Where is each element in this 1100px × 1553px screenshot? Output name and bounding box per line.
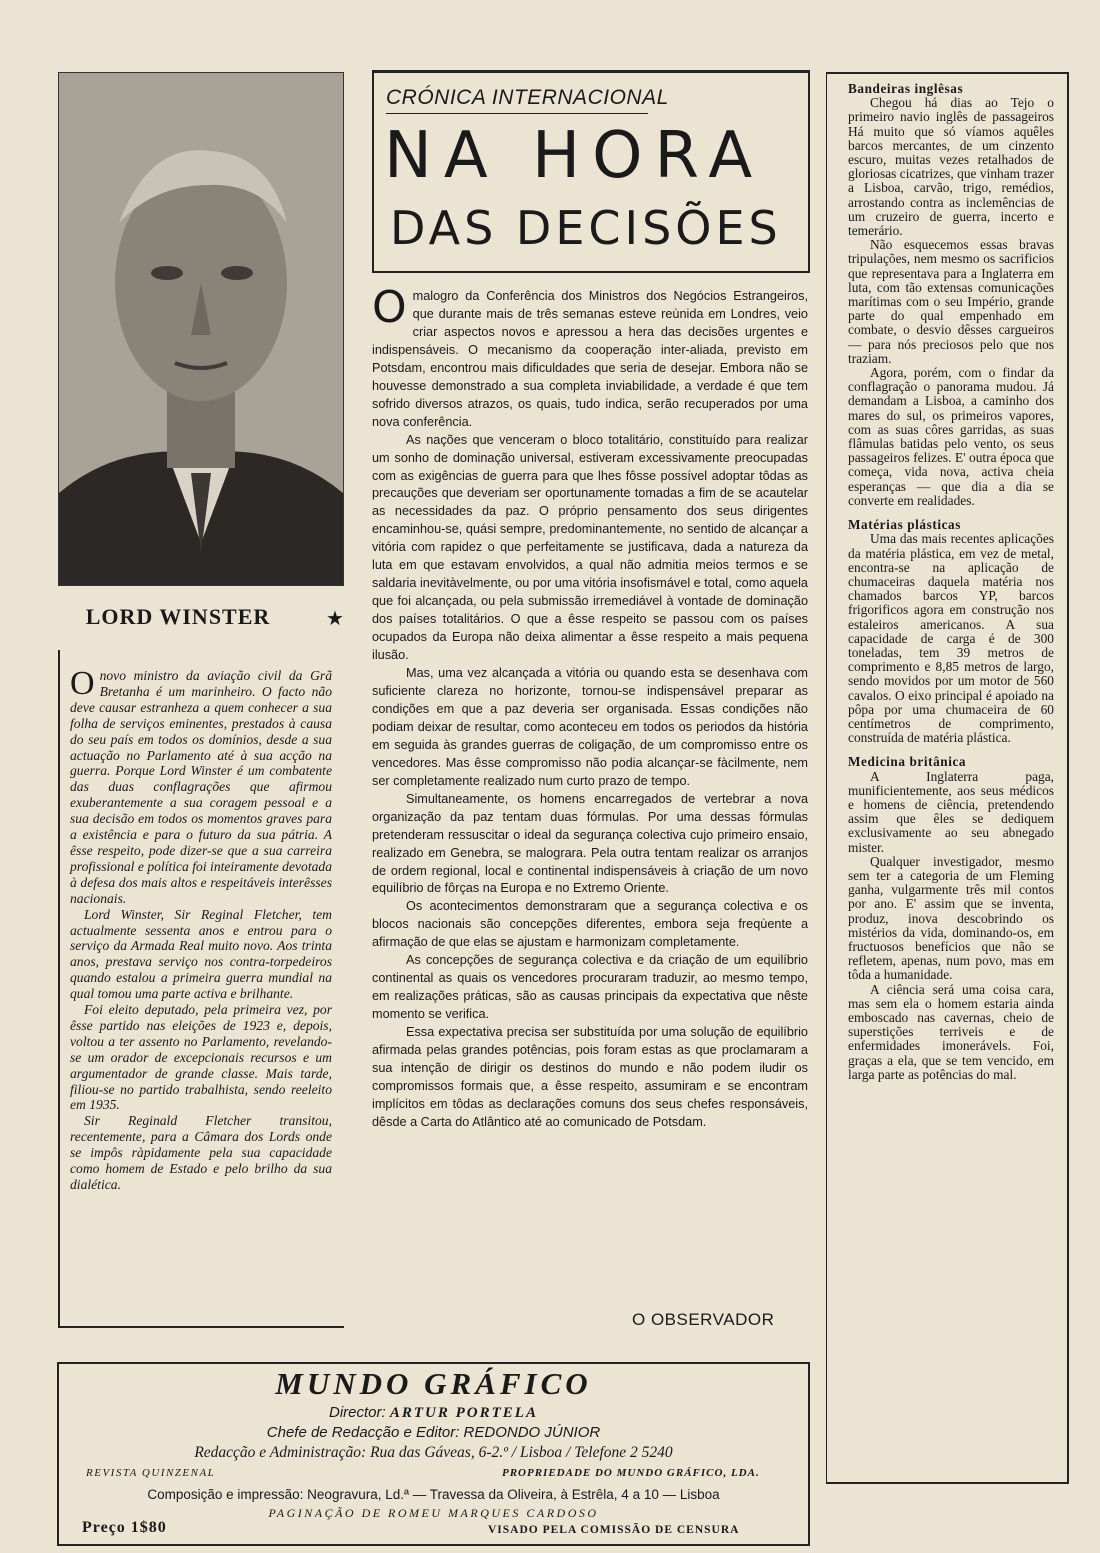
star-icon: ★: [326, 608, 344, 630]
sidebar-paragraph: Uma das mais recentes aplicações da matéria plástica, em vez de metal, encontra-se na aplicação de chumaceiras daquela matéria nos chamados barcos YP, barcos frigorificos agora em construção nos estaleiros americanos. A sua capacidade de carga é de 300 toneladas, tem 39 metros de comprimento e 8,85 metros de largo, sendo movidos por um motor de 560 cavalos. O eixo principal é apoiado na pôpa por uma chumaceira de 60 centímetros de comprimento, construída de matéria plástica.: [848, 531, 1054, 746]
layout-credit: PAGINAÇÃO DE ROMEU MARQUES CARDOSO: [268, 1506, 599, 1520]
price-label: Preço 1$80: [82, 1519, 167, 1536]
article-paragraph: Omalogro da Conferência dos Ministros dos Negócios Estrangeiros, que durante mais de três semanas esteve reùnida em Londres, veio criar aspectos novos e apressou a hera das decisões urgentes e indispensáveis. O mecanismo da cooperação inter-aliada, previsto em Potsdam, encontrou mais dificuldades que seria de desejar. Embora não se houvesse demonstrado a sua completa inviabilidade, a verdade é que tem sofrido diversos atrazos, os quais, tudo indica, serão recuperados por uma nova conferência.: [372, 282, 808, 429]
portrait-caption: LORD WINSTER: [85, 604, 271, 629]
sidebar-paragraph: Não esquecemos essas bravas tripulações, nem mesmo os sacrificios que representava para a Inglaterra em luta, com tão extensas comunicações marítimas com o seu Império, grande parte do qual empenhado em combate, o desvio dêsses cargueiros — para nós preciosos pelo que nos traziam.: [848, 237, 1054, 366]
masthead-title: MUNDO GRÁFICO: [275, 1366, 592, 1401]
bio-paragraph: Sir Reginald Fletcher transitou, recentemente, para a Câmara dos Lords onde se impôs ràpidamente pela sua capacidade como homem de Estado e pelo brilho da sua dialética.: [70, 1113, 332, 1192]
sidebar-paragraph: A Inglaterra paga, munificientemente, aos seus médicos e homens de ciência, pretendendo assim que êles se dediquem exclusivamente ao seu abnegado mister.: [848, 768, 1054, 855]
kicker-rule: [386, 113, 648, 114]
director-line: [57, 1404, 810, 1422]
printer-line: Composição e impressão: Neogravura, Ld.ª — Travessa da Oliveira, à Estrêla, 4 a 10 — Lisboa: [147, 1487, 720, 1502]
sidebar-heading: Medicina britânica: [848, 754, 967, 770]
director-label: Director:: [329, 1404, 386, 1421]
portrait-photo: [58, 72, 344, 586]
bio-paragraph: Lord Winster, Sir Reginal Fletcher, tem actualmente sessenta anos e entrou para o serviço da Armada Real muito novo. Aos trinta anos, prestava serviço nos contra-torpedeiros quando estalou a primeira guerra mundial na qual tomou uma parte activa e brilhante.: [70, 906, 332, 1002]
censorship-stamp: VISADO PELA COMISSÃO DE CENSURA: [488, 1524, 740, 1536]
article-dropcap: O: [372, 282, 407, 333]
article-paragraph: Mas, uma vez alcançada a vitória ou quando esta se desenhava com suficiente clareza no horizonte, tornou-se indispensável preparar as condições em que a paz deveria ser organisada. Essas condições não podiam deixar de resultar, como aconteceu em todos os periodos da história em seguida às grandes guerras de coligação, de um compromisso entre os vencedores. Mas êsse compromisso não podia alcançar-se fàcilmente, nem ser completamente realizado num curto prazo de tempo.: [372, 666, 808, 788]
sidebar-paragraph: Agora, porém, com o findar da conflagração o panorama mudou. Já demandam a Lisboa, a caminho dos mares do sul, os primeiros vapores, com as suas côres garridas, as suas flâmulas batidas pelo vento, os seus passageiros felizes. E' outra época que começa, vida nova, activa cheia esperanças — que dia a dia se converte em realidades.: [848, 365, 1054, 508]
bio-paragraph: Onovo ministro da aviação civil da Grã Bretanha é um marinheiro. O facto não deve causar estranheza a quem conhecer a sua folha de serviços eminentes, prestados à causa do seu país em todos os domínios, desde a sua actuação no Parlamento até à sua acção na guerra. Porque Lord Winster é um combatente das duas conflagrações que afirmou exuberantemente a sua coragem pessoal e a sua decisão em todos os momentos graves para a existência e para o futuro da sua pátria. A êsse respeito, pode dizer-se que a sua carreira profissional e política foi inteiramente devotada à defesa dos mais altos e respeitáveis interêsses nacionais.: [70, 665, 332, 906]
bio-dropcap: O: [70, 665, 95, 702]
bio-text: [70, 665, 332, 1193]
article-paragraph: Os acontecimentos demonstraram que a segurança colectiva e os blocos nacionais são concepções diferentes, embora seja freqùente a afirmação de que elas se ajustam e harmonizam completamente.: [372, 899, 808, 950]
article-signature: O OBSERVADOR: [632, 1310, 775, 1329]
section-kicker: CRÓNICA INTERNACIONAL: [386, 86, 669, 109]
headline-line-2: DAS DECISÕES: [390, 201, 782, 255]
sidebar-paragraph: Chegou há dias ao Tejo o primeiro navio inglês de passageiros Há muito que só víamos aquêles barcos mercantes, de um cinzento escuro, muitas vezes retalhados de gloriosas cicatrizes, que vinham trazer a Lisboa, carvão, trigo, remédios, arrostando contra as inclemências de um cruzeiro de guerra, incerto e temerário.: [848, 95, 1054, 239]
address-line: Redacção e Administração: Rua das Gáveas, 6-2.º / Lisboa / Telefone 2 5240: [194, 1444, 673, 1461]
article-paragraph: Essa expectativa precisa ser substituída por uma solução de equilíbrio afirmada pelas grandes potências, pois foram estas as que proclamaram a sua intenção de dirigir os destinos do mundo e não podem iludir os compromissos formais que, a êsse respeito, assumiram e se encontram implícitos em tôdas as declarações comuns dos seus chefes responsáveis, dêsde a Carta do Atlântico até ao comunicado de Potsdam.: [372, 1025, 808, 1129]
headline-line-1: NA HORA: [384, 119, 765, 193]
portrait-illustration: [59, 73, 343, 585]
bio-paragraph: Foi eleito deputado, pela primeira vez, por êsse partido nas eleições de 1923 e, depois, voltou a ter assento no Parlamento, revelando-se um orador de excepcionais recursos e um argumentador de grande classe. Mais tarde, filiou-se no partido trabalhista, sendo reeleito em 1935.: [70, 1002, 332, 1113]
article-paragraph: As concepções de segurança colectiva e da criação de um equilíbrio continental as quais os vencedores procuraram traduzir, ao mesmo tempo, em realizações práticas, são as causas principais da expectativa que nêste momento se verifica.: [372, 953, 808, 1022]
sidebar-notes: [848, 82, 1054, 1082]
editor-line: Chefe de Redacção e Editor: REDONDO JÚNIOR: [266, 1424, 601, 1441]
director-name: ARTUR PORTELA: [389, 1405, 538, 1421]
sidebar-paragraph: A ciência será uma coisa cara, mas sem ela o homem estaria ainda emboscado nas cavernas, cheio de superstições terriveis e de enfermidades imonerávels. Foi, graças a ela, que se tem vencido, em larga parte as potências do mal.: [848, 981, 1054, 1082]
article-paragraph: As nações que venceram o bloco totalitário, constituído para realizar um sonho de dominação universal, estiveram excessivamente preocupadas com as exigências de guerra para que lhes fôsse possível adoptar tôdas as precauções que deveriam ser oportunamente tomadas a fim de se acautelar as necessidades da paz. O próprio pensamento dos seus dirigentes encaminhou-se, quási sempre, predominantemente, no sentido de alcançar a vitória com rapidez o que perfeitamente se justificava, dada a natureza da luta em que estavam envolvidos, a qual não admitia meios termos e se saldaria inevitàvelmente, ou por uma vitória insofismável e total, como aquela que foi alcançada, ou pela submissão irremediável à vontade de dominação dos países totalitários. O que a êsse respeito se passou com os países ocupados da Europa não deixa alimentar a êsse respeito a mais pequena ilusão.: [372, 432, 808, 663]
ownership-label: PROPRIEDADE DO MUNDO GRÁFICO, LDA.: [502, 1467, 760, 1479]
sidebar-heading: Matérias plásticas: [848, 517, 961, 533]
article-paragraph: Simultaneamente, os homens encarregados de vertebrar a nova organização da paz tentam duas fórmulas. Por uma dessas fórmulas pretenderam ressuscitar o ideal da segurança colectiva cujo primeiro ensaio, realizado em Genebra, se malograra. Pela outra tentam realizar os arranjos de ordem regional, local e continental indispensáveis à criação de um novo equilíbrio de fôrças na Europa e no Extremo Oriente.: [372, 791, 808, 896]
sidebar-heading: Bandeiras inglêsas: [848, 81, 964, 96]
periodicity-label: REVISTA QUINZENAL: [86, 1467, 216, 1479]
article-body: [372, 282, 808, 1132]
sidebar-paragraph: Qualquer investigador, mesmo sem ter a categoria de um Fleming ganha, vulgarmente três mil contos por ano. E' assim que se inventa, produz, inova descobrindo os mistérios da vida, dominando-os, em fructuosos benefícios que não se refletem, apenas, num povo, mas em tôda a humanidade.: [848, 853, 1054, 983]
